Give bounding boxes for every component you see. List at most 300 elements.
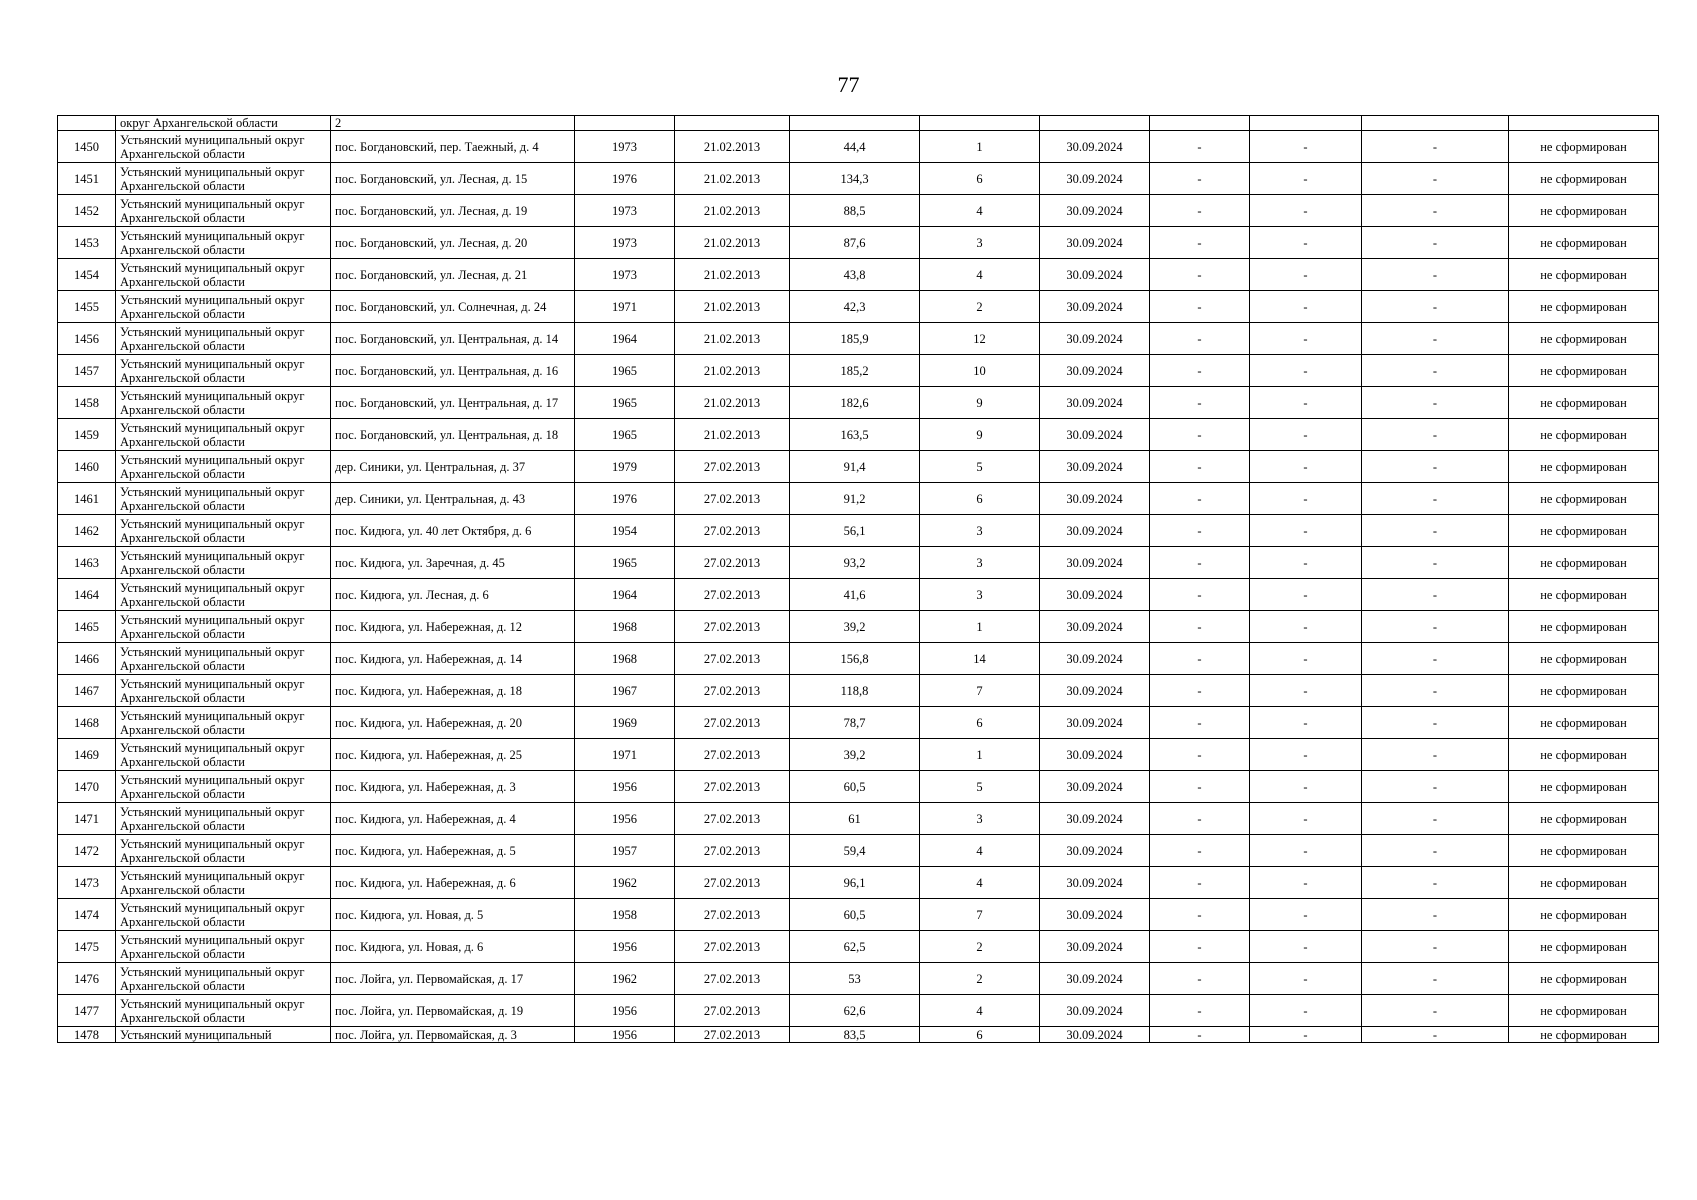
cell-municipality: Устьянский муниципальный <box>116 1027 331 1043</box>
cell-residents: 2 <box>920 963 1040 995</box>
cell-address: пос. Кидюга, ул. Набережная, д. 3 <box>331 771 575 803</box>
cell-col9: - <box>1150 419 1250 451</box>
cell-status: не сформирован <box>1509 931 1659 963</box>
cell-col11: - <box>1362 963 1509 995</box>
cell-row-number: 1476 <box>58 963 116 995</box>
cell-status: не сформирован <box>1509 803 1659 835</box>
cell-deadline: 30.09.2024 <box>1040 611 1150 643</box>
cell-empty <box>675 116 790 131</box>
cell-col10: - <box>1250 291 1362 323</box>
cell-area: 56,1 <box>790 515 920 547</box>
cell-col9: - <box>1150 131 1250 163</box>
cell-municipality: Устьянский муниципальный округ Архангельской области <box>116 643 331 675</box>
cell-empty <box>1040 116 1150 131</box>
cell-row-number: 1452 <box>58 195 116 227</box>
cell-row-number: 1473 <box>58 867 116 899</box>
cell-status: не сформирован <box>1509 163 1659 195</box>
cell-deadline: 30.09.2024 <box>1040 515 1150 547</box>
cell-year: 1976 <box>575 163 675 195</box>
table-row <box>58 259 1659 291</box>
cell-residents: 7 <box>920 899 1040 931</box>
table-row <box>58 355 1659 387</box>
cell-area: 42,3 <box>790 291 920 323</box>
cell-residents: 4 <box>920 835 1040 867</box>
cell-date: 21.02.2013 <box>675 195 790 227</box>
cell-status: не сформирован <box>1509 483 1659 515</box>
cell-area: 91,2 <box>790 483 920 515</box>
cell-col11: - <box>1362 771 1509 803</box>
cell-municipality: округ Архангельской области <box>116 116 331 131</box>
cell-col10: - <box>1250 1027 1362 1043</box>
cell-deadline: 30.09.2024 <box>1040 579 1150 611</box>
cell-residents: 4 <box>920 867 1040 899</box>
cell-area: 156,8 <box>790 643 920 675</box>
cell-deadline: 30.09.2024 <box>1040 643 1150 675</box>
cell-year: 1956 <box>575 931 675 963</box>
cell-residents: 9 <box>920 387 1040 419</box>
cell-status: не сформирован <box>1509 579 1659 611</box>
cell-col10: - <box>1250 611 1362 643</box>
table-row <box>58 963 1659 995</box>
cell-row-number: 1464 <box>58 579 116 611</box>
cell-col11: - <box>1362 899 1509 931</box>
cell-empty <box>920 116 1040 131</box>
cell-status: не сформирован <box>1509 867 1659 899</box>
cell-col10: - <box>1250 739 1362 771</box>
cell-deadline: 30.09.2024 <box>1040 451 1150 483</box>
cell-col11: - <box>1362 643 1509 675</box>
table-row <box>58 195 1659 227</box>
cell-municipality: Устьянский муниципальный округ Архангельской области <box>116 291 331 323</box>
cell-status: не сформирован <box>1509 963 1659 995</box>
table-row <box>58 995 1659 1027</box>
cell-empty <box>1362 116 1509 131</box>
cell-year: 1954 <box>575 515 675 547</box>
cell-municipality: Устьянский муниципальный округ Архангельской области <box>116 451 331 483</box>
cell-residents: 10 <box>920 355 1040 387</box>
cell-residents: 1 <box>920 739 1040 771</box>
cell-col11: - <box>1362 483 1509 515</box>
cell-date: 27.02.2013 <box>675 771 790 803</box>
cell-col10: - <box>1250 867 1362 899</box>
cell-col10: - <box>1250 195 1362 227</box>
cell-empty <box>1150 116 1250 131</box>
cell-municipality: Устьянский муниципальный округ Архангельской области <box>116 707 331 739</box>
cell-municipality: Устьянский муниципальный округ Архангельской области <box>116 163 331 195</box>
cell-residents: 3 <box>920 579 1040 611</box>
cell-deadline: 30.09.2024 <box>1040 675 1150 707</box>
cell-col11: - <box>1362 611 1509 643</box>
cell-col9: - <box>1150 707 1250 739</box>
cell-col10: - <box>1250 771 1362 803</box>
table-row <box>58 163 1659 195</box>
cell-municipality: Устьянский муниципальный округ Архангельской области <box>116 419 331 451</box>
cell-year: 1976 <box>575 483 675 515</box>
cell-col10: - <box>1250 515 1362 547</box>
cell-municipality: Устьянский муниципальный округ Архангельской области <box>116 515 331 547</box>
cell-residents: 6 <box>920 707 1040 739</box>
cell-row-number: 1459 <box>58 419 116 451</box>
cell-residents: 6 <box>920 163 1040 195</box>
table-row <box>58 451 1659 483</box>
cell-year: 1973 <box>575 227 675 259</box>
cell-deadline: 30.09.2024 <box>1040 867 1150 899</box>
cell-col9: - <box>1150 835 1250 867</box>
cell-col9: - <box>1150 579 1250 611</box>
cell-col10: - <box>1250 419 1362 451</box>
cell-municipality: Устьянский муниципальный округ Архангельской области <box>116 195 331 227</box>
cell-address: пос. Богдановский, пер. Таежный, д. 4 <box>331 131 575 163</box>
cell-residents: 4 <box>920 995 1040 1027</box>
cell-col9: - <box>1150 163 1250 195</box>
cell-col9: - <box>1150 515 1250 547</box>
cell-col9: - <box>1150 931 1250 963</box>
cell-col9: - <box>1150 451 1250 483</box>
cell-col9: - <box>1150 675 1250 707</box>
cell-date: 27.02.2013 <box>675 643 790 675</box>
cell-empty <box>575 116 675 131</box>
cell-col9: - <box>1150 483 1250 515</box>
cell-residents: 3 <box>920 547 1040 579</box>
cell-col11: - <box>1362 931 1509 963</box>
table-row <box>58 291 1659 323</box>
cell-year: 1965 <box>575 419 675 451</box>
cell-row-number: 1467 <box>58 675 116 707</box>
cell-year: 1962 <box>575 867 675 899</box>
cell-residents: 3 <box>920 515 1040 547</box>
cell-municipality: Устьянский муниципальный округ Архангельской области <box>116 931 331 963</box>
cell-address: пос. Богдановский, ул. Центральная, д. 14 <box>331 323 575 355</box>
cell-year: 1973 <box>575 259 675 291</box>
cell-status: не сформирован <box>1509 547 1659 579</box>
table-row <box>58 579 1659 611</box>
cell-deadline: 30.09.2024 <box>1040 547 1150 579</box>
cell-address: пос. Кидюга, ул. Новая, д. 6 <box>331 931 575 963</box>
cell-row-number: 1475 <box>58 931 116 963</box>
cell-col9: - <box>1150 899 1250 931</box>
cell-date: 27.02.2013 <box>675 515 790 547</box>
table-row <box>58 227 1659 259</box>
cell-year: 1973 <box>575 131 675 163</box>
cell-col9: - <box>1150 387 1250 419</box>
cell-municipality: Устьянский муниципальный округ Архангельской области <box>116 835 331 867</box>
cell-col9: - <box>1150 291 1250 323</box>
cell-date: 21.02.2013 <box>675 323 790 355</box>
cell-status: не сформирован <box>1509 451 1659 483</box>
housing-registry-table <box>57 115 1659 1043</box>
cell-residents: 1 <box>920 131 1040 163</box>
cell-year: 1956 <box>575 1027 675 1043</box>
cell-col11: - <box>1362 675 1509 707</box>
cell-municipality: Устьянский муниципальный округ Архангельской области <box>116 675 331 707</box>
cell-row-number: 1477 <box>58 995 116 1027</box>
cell-area: 61 <box>790 803 920 835</box>
cell-municipality: Устьянский муниципальный округ Архангельской области <box>116 259 331 291</box>
cell-deadline: 30.09.2024 <box>1040 387 1150 419</box>
cell-col11: - <box>1362 835 1509 867</box>
cell-date: 27.02.2013 <box>675 675 790 707</box>
cell-date: 27.02.2013 <box>675 451 790 483</box>
cell-col9: - <box>1150 355 1250 387</box>
cell-row-number: 1472 <box>58 835 116 867</box>
cell-address: пос. Лойга, ул. Первомайская, д. 3 <box>331 1027 575 1043</box>
cell-deadline: 30.09.2024 <box>1040 995 1150 1027</box>
cell-municipality: Устьянский муниципальный округ Архангельской области <box>116 355 331 387</box>
cell-residents: 3 <box>920 227 1040 259</box>
cell-area: 44,4 <box>790 131 920 163</box>
cell-address: пос. Кидюга, ул. Набережная, д. 18 <box>331 675 575 707</box>
cell-municipality: Устьянский муниципальный округ Архангельской области <box>116 131 331 163</box>
cell-deadline: 30.09.2024 <box>1040 803 1150 835</box>
cell-area: 87,6 <box>790 227 920 259</box>
cell-year: 1956 <box>575 803 675 835</box>
cell-col11: - <box>1362 323 1509 355</box>
cell-year: 1969 <box>575 707 675 739</box>
cell-residents: 6 <box>920 483 1040 515</box>
cell-col10: - <box>1250 931 1362 963</box>
cell-residents: 1 <box>920 611 1040 643</box>
table-row <box>58 483 1659 515</box>
cell-date: 21.02.2013 <box>675 291 790 323</box>
cell-residents: 12 <box>920 323 1040 355</box>
table-row <box>58 675 1659 707</box>
cell-date: 27.02.2013 <box>675 835 790 867</box>
cell-address: пос. Кидюга, ул. Набережная, д. 4 <box>331 803 575 835</box>
cell-year: 1971 <box>575 291 675 323</box>
cell-municipality: Устьянский муниципальный округ Архангельской области <box>116 867 331 899</box>
cell-col9: - <box>1150 803 1250 835</box>
cell-residents: 4 <box>920 259 1040 291</box>
cell-address: пос. Кидюга, ул. Набережная, д. 5 <box>331 835 575 867</box>
cell-municipality: Устьянский муниципальный округ Архангельской области <box>116 547 331 579</box>
cell-address: пос. Богдановский, ул. Лесная, д. 15 <box>331 163 575 195</box>
cell-address: пос. Кидюга, ул. Набережная, д. 20 <box>331 707 575 739</box>
cell-date: 27.02.2013 <box>675 739 790 771</box>
cell-deadline: 30.09.2024 <box>1040 899 1150 931</box>
cell-deadline: 30.09.2024 <box>1040 963 1150 995</box>
cell-status: не сформирован <box>1509 899 1659 931</box>
cell-col11: - <box>1362 163 1509 195</box>
cell-date: 27.02.2013 <box>675 803 790 835</box>
cell-row-number: 1470 <box>58 771 116 803</box>
cell-date: 27.02.2013 <box>675 579 790 611</box>
cell-col11: - <box>1362 419 1509 451</box>
cell-col10: - <box>1250 835 1362 867</box>
cell-address: пос. Богдановский, ул. Центральная, д. 18 <box>331 419 575 451</box>
cell-date: 21.02.2013 <box>675 355 790 387</box>
cell-col9: - <box>1150 323 1250 355</box>
cell-area: 185,9 <box>790 323 920 355</box>
cell-year: 1965 <box>575 355 675 387</box>
cell-area: 39,2 <box>790 739 920 771</box>
cell-year: 1965 <box>575 547 675 579</box>
cell-col9: - <box>1150 739 1250 771</box>
cell-empty <box>1250 116 1362 131</box>
cell-row-number: 1463 <box>58 547 116 579</box>
cell-col9: - <box>1150 547 1250 579</box>
table-row <box>58 835 1659 867</box>
cell-status: не сформирован <box>1509 419 1659 451</box>
cell-col9: - <box>1150 1027 1250 1043</box>
cell-col11: - <box>1362 867 1509 899</box>
cell-date: 27.02.2013 <box>675 931 790 963</box>
cell-col11: - <box>1362 579 1509 611</box>
cell-row-number: 1453 <box>58 227 116 259</box>
cell-col10: - <box>1250 483 1362 515</box>
cell-col9: - <box>1150 963 1250 995</box>
cell-col10: - <box>1250 451 1362 483</box>
cell-deadline: 30.09.2024 <box>1040 227 1150 259</box>
cell-deadline: 30.09.2024 <box>1040 931 1150 963</box>
cell-year: 1957 <box>575 835 675 867</box>
cell-municipality: Устьянский муниципальный округ Архангельской области <box>116 803 331 835</box>
cell-col11: - <box>1362 227 1509 259</box>
cell-year: 1964 <box>575 323 675 355</box>
cell-empty <box>790 116 920 131</box>
cell-date: 27.02.2013 <box>675 707 790 739</box>
cell-area: 60,5 <box>790 899 920 931</box>
cell-col11: - <box>1362 547 1509 579</box>
cell-row-number: 1478 <box>58 1027 116 1043</box>
cell-area: 88,5 <box>790 195 920 227</box>
cell-col11: - <box>1362 195 1509 227</box>
cell-deadline: 30.09.2024 <box>1040 259 1150 291</box>
cell-date: 21.02.2013 <box>675 259 790 291</box>
cell-residents: 14 <box>920 643 1040 675</box>
cell-date: 27.02.2013 <box>675 899 790 931</box>
cell-col11: - <box>1362 355 1509 387</box>
cell-status: не сформирован <box>1509 835 1659 867</box>
cell-municipality: Устьянский муниципальный округ Архангельской области <box>116 611 331 643</box>
cell-area: 78,7 <box>790 707 920 739</box>
cell-area: 43,8 <box>790 259 920 291</box>
cell-area: 62,5 <box>790 931 920 963</box>
cell-municipality: Устьянский муниципальный округ Архангельской области <box>116 227 331 259</box>
cell-col10: - <box>1250 899 1362 931</box>
cell-date: 21.02.2013 <box>675 163 790 195</box>
cell-col10: - <box>1250 163 1362 195</box>
cell-deadline: 30.09.2024 <box>1040 195 1150 227</box>
table-row <box>58 931 1659 963</box>
cell-year: 1971 <box>575 739 675 771</box>
cell-deadline: 30.09.2024 <box>1040 163 1150 195</box>
cell-status: не сформирован <box>1509 323 1659 355</box>
cell-col10: - <box>1250 227 1362 259</box>
cell-col10: - <box>1250 387 1362 419</box>
table-row <box>58 515 1659 547</box>
table-row <box>58 803 1659 835</box>
page-number: 77 <box>837 72 860 97</box>
cell-col9: - <box>1150 611 1250 643</box>
cell-address: пос. Кидюга, ул. Набережная, д. 12 <box>331 611 575 643</box>
cell-deadline: 30.09.2024 <box>1040 419 1150 451</box>
cell-address: пос. Богдановский, ул. Солнечная, д. 24 <box>331 291 575 323</box>
cell-col11: - <box>1362 707 1509 739</box>
cell-status: не сформирован <box>1509 195 1659 227</box>
cell-status: не сформирован <box>1509 995 1659 1027</box>
table-row <box>58 707 1659 739</box>
cell-area: 62,6 <box>790 995 920 1027</box>
cell-area: 96,1 <box>790 867 920 899</box>
cell-deadline: 30.09.2024 <box>1040 771 1150 803</box>
cell-col11: - <box>1362 451 1509 483</box>
cell-area: 185,2 <box>790 355 920 387</box>
cell-col11: - <box>1362 259 1509 291</box>
cell-municipality: Устьянский муниципальный округ Архангельской области <box>116 483 331 515</box>
cell-row-number: 1454 <box>58 259 116 291</box>
cell-municipality: Устьянский муниципальный округ Архангельской области <box>116 739 331 771</box>
cell-row-number: 1460 <box>58 451 116 483</box>
cell-area: 182,6 <box>790 387 920 419</box>
cell-address: пос. Богдановский, ул. Центральная, д. 16 <box>331 355 575 387</box>
cell-col10: - <box>1250 259 1362 291</box>
cell-col11: - <box>1362 995 1509 1027</box>
cell-row-number: 1461 <box>58 483 116 515</box>
cell-date: 27.02.2013 <box>675 963 790 995</box>
table-row <box>58 419 1659 451</box>
cell-col10: - <box>1250 323 1362 355</box>
cell-deadline: 30.09.2024 <box>1040 131 1150 163</box>
cell-year: 1956 <box>575 771 675 803</box>
cell-area: 118,8 <box>790 675 920 707</box>
table-row <box>58 771 1659 803</box>
cell-col10: - <box>1250 547 1362 579</box>
cell-col11: - <box>1362 1027 1509 1043</box>
cell-col10: - <box>1250 355 1362 387</box>
cell-municipality: Устьянский муниципальный округ Архангельской области <box>116 995 331 1027</box>
cell-address: пос. Богдановский, ул. Лесная, д. 20 <box>331 227 575 259</box>
table-row <box>58 611 1659 643</box>
cell-year: 1968 <box>575 643 675 675</box>
cell-year: 1973 <box>575 195 675 227</box>
cell-row-number: 1458 <box>58 387 116 419</box>
cell-year: 1967 <box>575 675 675 707</box>
cell-row-number: 1465 <box>58 611 116 643</box>
cell-year: 1968 <box>575 611 675 643</box>
cell-area: 93,2 <box>790 547 920 579</box>
table-row <box>58 323 1659 355</box>
cell-date: 21.02.2013 <box>675 131 790 163</box>
cell-col10: - <box>1250 643 1362 675</box>
cell-row-number: 1469 <box>58 739 116 771</box>
table-row <box>58 867 1659 899</box>
cell-row-number: 1451 <box>58 163 116 195</box>
cell-year: 1956 <box>575 995 675 1027</box>
cell-status: не сформирован <box>1509 259 1659 291</box>
cell-year: 1958 <box>575 899 675 931</box>
cell-area: 134,3 <box>790 163 920 195</box>
cell-municipality: Устьянский муниципальный округ Архангельской области <box>116 899 331 931</box>
table-row <box>58 739 1659 771</box>
cell-year: 1965 <box>575 387 675 419</box>
table-row <box>58 131 1659 163</box>
cell-row-number: 1455 <box>58 291 116 323</box>
cell-num <box>58 116 116 131</box>
cell-row-number: 1471 <box>58 803 116 835</box>
cell-status: не сформирован <box>1509 227 1659 259</box>
cell-year: 1979 <box>575 451 675 483</box>
cell-col9: - <box>1150 195 1250 227</box>
cell-row-number: 1450 <box>58 131 116 163</box>
table-row <box>58 547 1659 579</box>
cell-col10: - <box>1250 131 1362 163</box>
cell-deadline: 30.09.2024 <box>1040 291 1150 323</box>
cell-address: пос. Кидюга, ул. Новая, д. 5 <box>331 899 575 931</box>
cell-col10: - <box>1250 579 1362 611</box>
cell-address: пос. Кидюга, ул. Набережная, д. 25 <box>331 739 575 771</box>
cell-col9: - <box>1150 867 1250 899</box>
cell-status: не сформирован <box>1509 131 1659 163</box>
